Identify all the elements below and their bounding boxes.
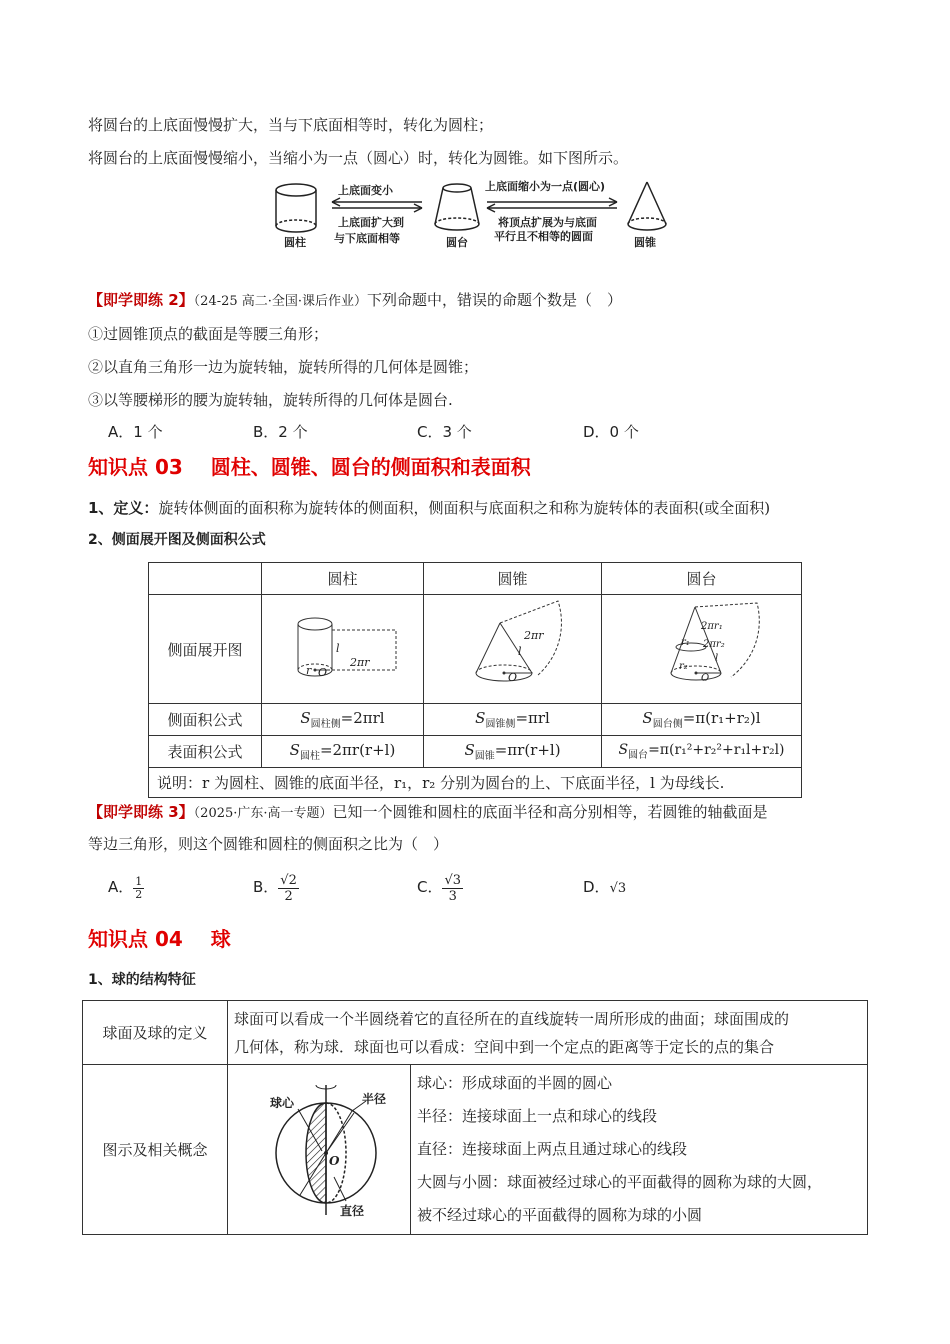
cone-surface-formula: $S_{圆锥}=\pi r(r+l)$	[424, 736, 602, 768]
cone-development-figure	[424, 595, 602, 704]
row-lateral-label: 侧面积公式	[149, 704, 262, 736]
arrow1-top-label: 上底面变小	[338, 184, 393, 197]
sphere-definition-label: 球面及球的定义	[83, 1001, 228, 1065]
concept-small-circle: 被不经过球心的平面截得的圆称为球的小圆	[417, 1206, 703, 1224]
svg-text:2πr: 2πr	[349, 656, 369, 669]
cylinder-lateral-formula: $S_{圆柱侧}=2\pi rl$	[262, 704, 424, 736]
kp04-number: 知识点 04	[88, 927, 183, 951]
intro-line-2: 将圆台的上底面慢慢缩小，当缩小为一点（圆心）时，转化为圆锥。如下图所示。	[88, 149, 629, 167]
kp03-heading	[88, 454, 531, 480]
arrow2-top-label: 上底面缩小为一点(圆心)	[485, 180, 606, 193]
cone-development-svg	[428, 595, 598, 699]
svg-text:2πr₂: 2πr₂	[702, 639, 725, 650]
arrow1-bottom-label-1: 上底面扩大到	[338, 216, 404, 229]
sphere-center-label: 球心	[270, 1095, 295, 1110]
sphere-definition-text: 球面可以看成一个半圆绕着它的直径所在的直线旋转一周所形成的曲面；球面围成的 几何体，称为球．球面也可以看成：空间中到一个定点的距离等于定长的点的集合	[228, 1001, 868, 1065]
kp04-subheading-1: 1、球的结构特征	[88, 972, 196, 988]
exercise3-question-text-1: 已知一个圆锥和圆柱的底面半径和高分别相等，若圆锥的轴截面是	[332, 803, 768, 821]
svg-text:l: l	[517, 645, 522, 658]
svg-text:l: l	[335, 642, 340, 655]
exercise3-question-line-2: 等边三角形，则这个圆锥和圆柱的侧面积之比为（ ）	[88, 835, 449, 853]
arrow2-bottom-label-2: 平行且不相等的圆面	[494, 230, 593, 243]
concept-great-circle: 大圆与小圆：球面被经过球心的平面截得的圆称为球的大圆，	[417, 1173, 823, 1191]
exercise3-source: （2025·广东·高一专题）	[193, 806, 333, 821]
kp03-definition-text: 旋转体侧面的面积称为旋转体的侧面积，侧面积与底面积之和称为旋转体的表面积(或全面积)	[158, 499, 771, 517]
sphere-radius-label: 半径	[362, 1091, 387, 1106]
intro-line-1: 将圆台的上底面慢慢扩大，当与下底面相等时，转化为圆柱；	[88, 116, 494, 134]
cone-lateral-formula: $S_{圆锥侧}=\pi rl$	[424, 704, 602, 736]
exercise3-option-c[interactable]: C． $\frac{√3}{3}$	[417, 872, 462, 904]
frustum-development-svg	[607, 595, 797, 699]
kp03-number: 知识点 03	[88, 455, 183, 479]
exercise2-option-a[interactable]: A．1 个	[108, 423, 163, 441]
svg-text:r₁: r₁	[680, 637, 690, 648]
exercise2-question	[88, 290, 622, 312]
concept-center: 球心：形成球面的半圆的圆心	[417, 1074, 613, 1092]
svg-text:r: r	[305, 664, 311, 677]
cone-label: 圆锥	[634, 236, 656, 249]
exercise2-item-3: ③以等腰梯形的腰为旋转轴，旋转所得的几何体是圆台.	[88, 391, 453, 409]
concept-diameter: 直径：连接球面上两点且通过球心的线段	[417, 1140, 688, 1158]
cylinder-surface-formula: $S_{圆柱}=2\pi r(r+l)$	[262, 736, 424, 768]
exercise2-item-2: ②以直角三角形一边为旋转轴，旋转所得的几何体是圆锥；	[88, 358, 479, 376]
svg-text:r₂: r₂	[678, 661, 688, 672]
exercise3-option-d[interactable]: D．√3	[583, 878, 627, 896]
sphere-figure-cell	[228, 1065, 411, 1235]
frustum-development-figure	[602, 595, 802, 704]
row-surface-label: 表面积公式	[149, 736, 262, 768]
sphere-concepts	[411, 1065, 868, 1235]
svg-text:O: O	[507, 671, 517, 684]
cylinder-development-figure	[262, 595, 424, 704]
frustum-label: 圆台	[446, 236, 468, 249]
svg-text:l: l	[714, 653, 718, 664]
exercise2-option-c[interactable]: C．3 个	[417, 423, 472, 441]
kp03-definition-label: 1、定义：	[88, 499, 159, 517]
exercise2-source: （24-25 高二·全国·课后作业）	[193, 294, 368, 309]
sphere-diameter-label: 直径	[340, 1203, 365, 1218]
sphere-figure-svg	[234, 1073, 404, 1223]
concept-radius: 半径：连接球面上一点和球心的线段	[417, 1107, 658, 1125]
kp03-title: 圆柱、圆锥、圆台的侧面积和表面积	[210, 455, 531, 479]
kp03-definition	[88, 498, 770, 518]
frustum-transform-figure	[272, 174, 672, 254]
cylinder-label: 圆柱	[284, 236, 306, 249]
sphere-figure-label: 图示及相关概念	[83, 1065, 228, 1235]
header-cylinder: 圆柱	[262, 563, 424, 595]
exercise3-option-a[interactable]: A． $\frac{1}{2}$	[108, 874, 143, 901]
exercise2-option-d[interactable]: D．0 个	[583, 423, 639, 441]
arrow1-bottom-label-2: 与下底面相等	[334, 232, 400, 245]
kp04-heading	[88, 926, 231, 952]
svg-text:2πr₁: 2πr₁	[700, 621, 723, 632]
svg-text:O: O	[700, 673, 709, 684]
formula-table	[148, 562, 802, 798]
frustum-surface-formula: $S_{圆台}=\pi(r_1^2+r_2^2+r_1l+r_2l)$	[602, 736, 802, 768]
arrow2-bottom-label-1: 将顶点扩展为与底面	[498, 216, 597, 229]
exercise2-item-1: ①过圆锥顶点的截面是等腰三角形；	[88, 325, 329, 343]
table-note: 说明：r 为圆柱、圆锥的底面半径，r₁，r₂ 分别为圆台的上、下底面半径，l 为母线长.	[149, 768, 802, 798]
exercise2-tag: 【即学即练 2】	[88, 291, 194, 309]
header-frustum: 圆台	[602, 563, 802, 595]
kp03-subheading-2: 2、侧面展开图及侧面积公式	[88, 532, 266, 548]
sphere-o-label: O	[329, 1153, 340, 1168]
cylinder-development-svg	[268, 602, 418, 692]
exercise2-question-text: 下列命题中，错误的命题个数是（ ）	[367, 291, 623, 309]
kp04-title: 球	[210, 927, 231, 951]
row-development-label: 侧面展开图	[149, 595, 262, 704]
exercise2-option-b[interactable]: B．2 个	[253, 423, 308, 441]
exercise3-question-line-1	[88, 802, 768, 824]
svg-text:O: O	[317, 666, 327, 679]
exercise3-option-b[interactable]: B． $\frac{√2}{2}$	[253, 872, 297, 904]
exercise3-tag: 【即学即练 3】	[88, 803, 194, 821]
sphere-table	[82, 1000, 868, 1235]
frustum-lateral-formula: $S_{圆台侧}=\pi(r_1+r_2)l$	[602, 704, 802, 736]
header-cone: 圆锥	[424, 563, 602, 595]
svg-text:2πr: 2πr	[523, 629, 543, 642]
